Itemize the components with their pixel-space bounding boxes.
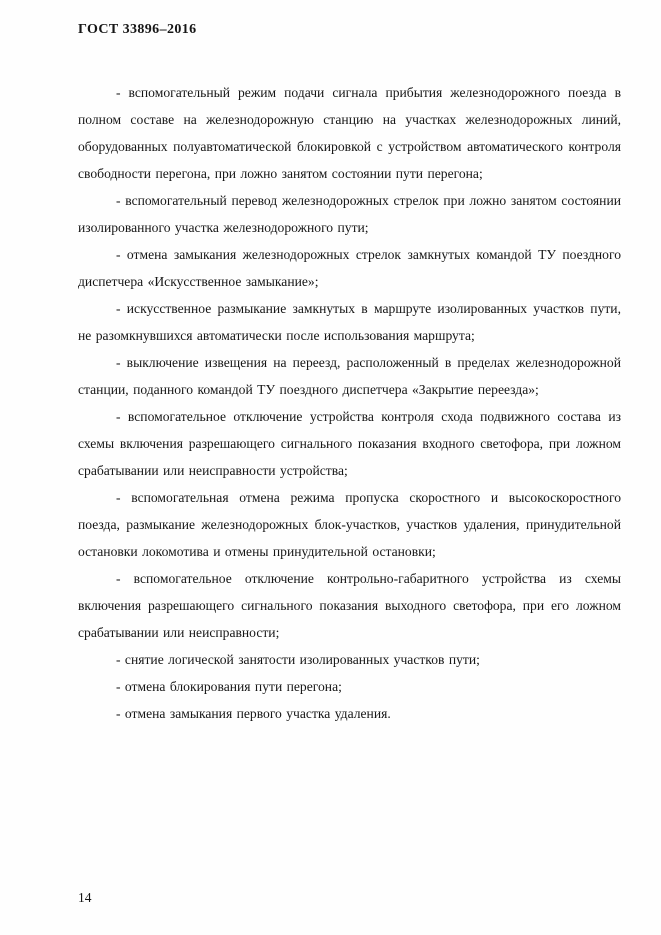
page-number: 14 (78, 890, 92, 905)
list-item-paragraph: - выключение извещения на переезд, расположенный в пределах железнодорожной станции, поданного командой ТУ поездного диспетчера «Закрытие переезда»; (78, 355, 621, 397)
list-item-paragraph: - отмена блокирования пути перегона; (116, 679, 342, 694)
list-item-paragraph: - вспомогательное отключение контрольно-габаритного устройства из схемы включения разрешающего сигнального показания выходного светофора, при его ложном срабатывании или неисправности; (78, 571, 621, 640)
list-item-paragraph: - вспомогательный режим подачи сигнала прибытия железнодорожного поезда в полном составе на железнодорожную станцию на участках железнодорожных линий, оборудованных полуавтоматической блокировкой с устройством автоматического контроля свободности перегона, при ложно занятом состоянии пути перегона; (78, 85, 621, 181)
list-item-paragraph: - вспомогательное отключение устройства контроля схода подвижного состава из схемы включения разрешающего сигнального показания входного светофора, при ложном срабатывании или неисправности устройства; (78, 409, 621, 478)
list-item-paragraph: - отмена замыкания первого участка удаления. (116, 706, 391, 721)
list-item-paragraph: - вспомогательный перевод железнодорожных стрелок при ложно занятом состоянии изолированного участка железнодорожного пути; (78, 193, 621, 235)
document-standard-number: ГОСТ 33896–2016 (78, 22, 197, 37)
list-item-paragraph: - искусственное размыкание замкнутых в маршруте изолированных участков пути, не разомкнувшихся автоматически после использования маршрута; (78, 301, 621, 343)
list-item-paragraph: - отмена замыкания железнодорожных стрелок замкнутых командой ТУ поездного диспетчера «Искусственное замыкание»; (78, 247, 621, 289)
list-item-paragraph: - вспомогательная отмена режима пропуска скоростного и высокоскоростного поезда, размыкание железнодорожных блок-участков, участков удаления, принудительной остановки локомотива и отмены принудительной остановки; (78, 490, 621, 559)
list-item-paragraph: - снятие логической занятости изолированных участков пути; (116, 652, 480, 667)
document-body-text (78, 79, 621, 727)
